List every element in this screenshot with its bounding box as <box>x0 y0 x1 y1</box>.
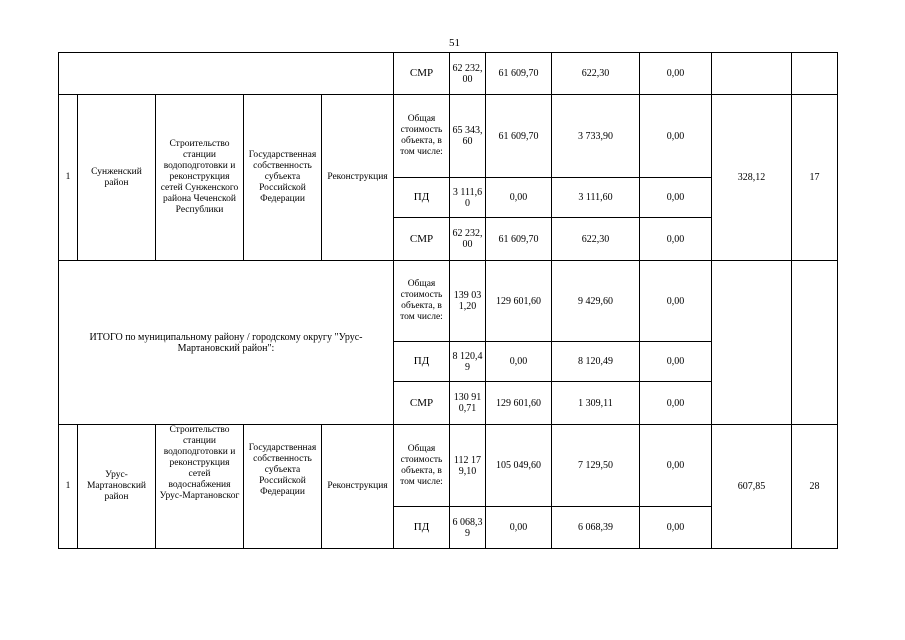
extra-value-2: 28 <box>792 425 838 549</box>
amount-1: 61 609,70 <box>486 218 552 261</box>
extra-value-1: 607,85 <box>712 425 792 549</box>
amount-2: 622,30 <box>552 53 640 95</box>
amount-2: 6 068,39 <box>552 507 640 549</box>
blank-cell <box>792 261 838 425</box>
table-row <box>59 425 838 507</box>
amount-1: 129 601,60 <box>486 261 552 342</box>
amount-2: 7 129,50 <box>552 425 640 507</box>
total-cost: 62 232,00 <box>450 218 486 261</box>
row-index: 1 <box>59 425 78 549</box>
total-cost: 62 232,00 <box>450 53 486 95</box>
extra-value-2: 17 <box>792 95 838 261</box>
extra-value-1: 328,12 <box>712 95 792 261</box>
total-cost: 130 910,71 <box>450 382 486 425</box>
amount-1: 0,00 <box>486 507 552 549</box>
blank-cell <box>712 53 792 95</box>
total-cost: 3 111,60 <box>450 178 486 218</box>
amount-1: 129 601,60 <box>486 382 552 425</box>
amount-3: 0,00 <box>640 507 712 549</box>
funding-table <box>58 52 838 549</box>
amount-3: 0,00 <box>640 425 712 507</box>
amount-3: 0,00 <box>640 261 712 342</box>
cost-kind: Общая стоимость объекта, в том числе: <box>394 95 450 178</box>
amount-3: 0,00 <box>640 95 712 178</box>
district-name: Сунженский район <box>78 95 156 261</box>
work-type: Реконструкция <box>322 95 394 261</box>
object-name: Строительство станции водоподготовки и реконструкция сетей Сунженского района Чеченской Республики <box>156 95 244 261</box>
cost-kind: Общая стоимость объекта, в том числе: <box>394 425 450 507</box>
cost-kind: ПД <box>394 342 450 382</box>
amount-2: 8 120,49 <box>552 342 640 382</box>
total-cost: 139 031,20 <box>450 261 486 342</box>
amount-1: 61 609,70 <box>486 95 552 178</box>
amount-2: 9 429,60 <box>552 261 640 342</box>
cost-kind: ПД <box>394 178 450 218</box>
amount-1: 0,00 <box>486 178 552 218</box>
page-number: 51 <box>449 37 460 49</box>
amount-1: 61 609,70 <box>486 53 552 95</box>
amount-1: 0,00 <box>486 342 552 382</box>
district-name: Урус-Мартановский район <box>78 425 156 549</box>
cost-kind: ПД <box>394 507 450 549</box>
total-cost: 6 068,39 <box>450 507 486 549</box>
cost-kind: Общая стоимость объекта, в том числе: <box>394 261 450 342</box>
ownership-type: Государственная собственность субъекта Российской Федерации <box>244 95 322 261</box>
object-name: Строительство станции водоподготовки и реконструкция сетей водоснабжения Урус-Мартановског <box>156 425 244 549</box>
amount-3: 0,00 <box>640 53 712 95</box>
amount-2: 3 111,60 <box>552 178 640 218</box>
blank-cell <box>59 53 394 95</box>
amount-1: 105 049,60 <box>486 425 552 507</box>
row-index: 1 <box>59 95 78 261</box>
amount-2: 3 733,90 <box>552 95 640 178</box>
total-cost: 112 179,10 <box>450 425 486 507</box>
cost-kind: СМР <box>394 382 450 425</box>
cost-kind: СМР <box>394 53 450 95</box>
table-row <box>59 53 838 95</box>
amount-2: 622,30 <box>552 218 640 261</box>
amount-3: 0,00 <box>640 218 712 261</box>
blank-cell <box>712 261 792 425</box>
blank-cell <box>792 53 838 95</box>
total-cost: 8 120,49 <box>450 342 486 382</box>
table-row <box>59 95 838 178</box>
cost-kind: СМР <box>394 218 450 261</box>
amount-3: 0,00 <box>640 382 712 425</box>
table-row <box>59 261 838 342</box>
subtotal-label: ИТОГО по муниципальному району / городскому округу "Урус-Мартановский район": <box>59 261 394 425</box>
total-cost: 65 343,60 <box>450 95 486 178</box>
amount-2: 1 309,11 <box>552 382 640 425</box>
amount-3: 0,00 <box>640 178 712 218</box>
amount-3: 0,00 <box>640 342 712 382</box>
ownership-type: Государственная собственность субъекта Российской Федерации <box>244 425 322 549</box>
work-type: Реконструкция <box>322 425 394 549</box>
